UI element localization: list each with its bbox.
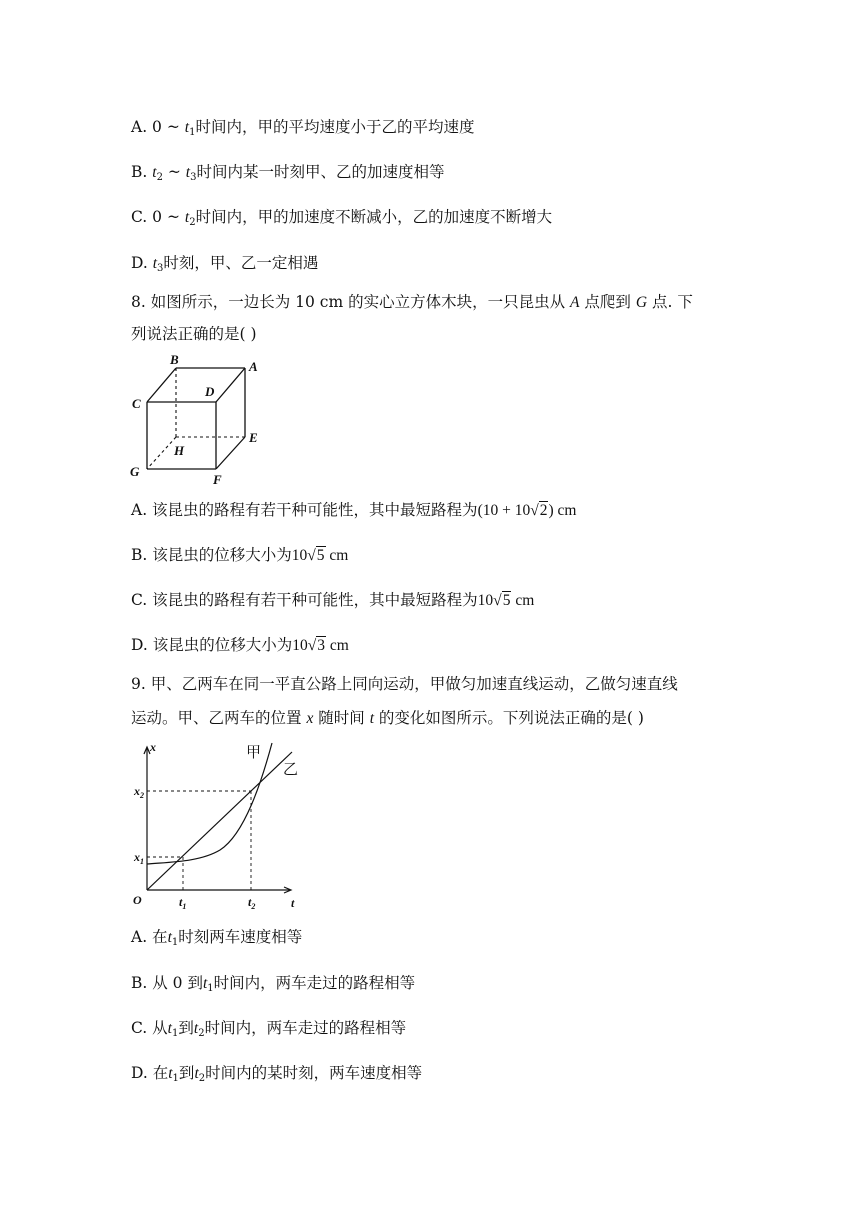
math-expression: (10 + 10√2) cm <box>477 502 577 519</box>
math-expression: 10√5 cm <box>477 592 535 609</box>
q9-stem-line1 <box>131 674 678 694</box>
option-text: D. 在 <box>131 1064 169 1082</box>
position-time-graph <box>124 738 310 916</box>
q7-option-b <box>131 162 444 183</box>
q8-option-c <box>131 590 534 611</box>
radicand: 5 <box>316 547 325 564</box>
coefficient: 10 <box>292 637 308 654</box>
q7-option-a <box>131 117 474 138</box>
q8-stem-line1 <box>131 292 693 313</box>
subscript: 3 <box>157 263 164 274</box>
vertex-label-g: G <box>130 464 140 479</box>
stem-text: 的变化如图所示。下列说法正确的是( ) <box>374 709 644 727</box>
vertex-label-e: E <box>249 430 258 445</box>
variable: t <box>193 1020 199 1037</box>
subscript: 1 <box>171 1028 179 1039</box>
y-axis-label: x <box>150 740 156 754</box>
variable: t <box>202 975 208 992</box>
option-text: 时间内某一时刻甲、乙的加速度相等 <box>196 163 445 181</box>
option-text: 时刻两车速度相等 <box>178 928 303 946</box>
variable: t <box>167 929 172 946</box>
option-text: D. 该昆虫的位移大小为 <box>131 636 293 654</box>
math-expression: 10√3 cm <box>292 637 349 654</box>
option-text: 到 <box>178 1019 194 1037</box>
option-text: 时刻，甲、乙一定相遇 <box>163 254 319 272</box>
t2-label: $t_2$ <box>248 895 256 911</box>
t1-label: $t_1$ <box>179 895 187 911</box>
option-text: C. 从 <box>131 1019 168 1037</box>
curve-jia <box>147 743 272 864</box>
option-text: B. 从 0 到 <box>131 974 203 992</box>
variable: t <box>152 255 158 272</box>
cube-edge <box>216 437 245 469</box>
cube-edge <box>216 368 245 402</box>
x2-label: $x_2$ <box>134 784 144 800</box>
stem-text: 随时间 <box>313 709 370 727</box>
vertex-label-a: A <box>249 359 258 374</box>
option-text: ~ <box>162 163 186 181</box>
stem-text: 点爬到 <box>579 293 636 311</box>
variable: t <box>369 710 374 727</box>
option-text: A. 该昆虫的路程有若干种可能性，其中最短路程为 <box>131 501 478 519</box>
vertex-label-d: D <box>205 384 215 399</box>
q9-option-c <box>131 1018 406 1039</box>
cube-edge <box>147 368 176 402</box>
q8-option-d <box>131 635 349 656</box>
unit: cm <box>326 637 349 654</box>
line-label-yi: 乙 <box>283 762 299 778</box>
subscript: 2 <box>156 172 163 183</box>
radicand: 5 <box>502 592 511 609</box>
option-text: 时间内，甲的加速度不断减小，乙的加速度不断增大 <box>195 208 553 226</box>
cube-hidden-edge <box>147 437 176 469</box>
variable: t <box>168 1065 173 1082</box>
option-text: C. 该昆虫的路程有若干种可能性，其中最短路程为 <box>131 591 478 609</box>
q7-option-d <box>131 253 318 274</box>
radicand: 2 <box>539 502 548 519</box>
q9-option-d <box>131 1063 422 1084</box>
subscript: 1 <box>207 983 214 994</box>
option-text: 时间内，甲的平均速度小于乙的平均速度 <box>195 118 475 136</box>
option-text: D. <box>131 254 153 272</box>
point-label: G <box>635 294 648 311</box>
subscript: 1 <box>189 127 196 138</box>
option-text: 时间内，两车走过的路程相等 <box>204 1019 407 1037</box>
variable: t <box>194 1065 199 1082</box>
stem-text: 9. 甲、乙两车在同一平直公路上同向运动，甲做匀加速直线运动，乙做匀速直线 <box>131 675 678 693</box>
subscript: 3 <box>190 172 197 183</box>
x1-label: $x_1$ <box>134 850 144 866</box>
option-text: 时间内的某时刻，两车速度相等 <box>205 1064 423 1082</box>
subscript: 1 <box>171 937 179 948</box>
origin-label: O <box>133 893 142 907</box>
option-text: 时间内，两车走过的路程相等 <box>213 974 416 992</box>
variable: x <box>306 710 314 727</box>
subscript: 2 <box>198 1073 206 1084</box>
subscript: 1 <box>172 1073 179 1084</box>
variable: t <box>184 119 190 136</box>
q9-option-b <box>131 973 415 994</box>
math-expression: 10√5 cm <box>291 547 349 564</box>
coefficient: 10 <box>477 592 494 609</box>
q7-option-c <box>131 207 552 228</box>
variable: t <box>152 164 157 181</box>
q8-option-b <box>131 545 348 566</box>
curve-label-jia: 甲 <box>246 745 262 761</box>
option-text: B. 该昆虫的位移大小为 <box>131 546 292 564</box>
q8-option-a <box>131 500 576 521</box>
vertex-label-h: H <box>174 443 185 458</box>
stem-text: 列说法正确的是( ) <box>131 325 257 343</box>
option-text: B. <box>131 163 153 181</box>
option-text: C. 0 ~ <box>131 208 185 226</box>
option-text: A. 0 ~ <box>131 118 185 136</box>
radicand: 3 <box>317 637 325 654</box>
variable: t <box>185 164 191 181</box>
q9-stem-line2 <box>131 708 644 729</box>
unit: cm <box>325 547 349 564</box>
expr-text: ) cm <box>548 502 577 519</box>
x-axis-label: t <box>291 896 295 910</box>
subscript: 2 <box>189 217 196 228</box>
option-text: 到 <box>178 1064 195 1082</box>
stem-text: 运动。甲、乙两车的位置 <box>131 709 307 727</box>
vertex-label-b: B <box>170 352 179 367</box>
cube-figure <box>124 348 274 488</box>
option-text: A. 在 <box>131 928 168 946</box>
point-label: A <box>570 294 580 311</box>
unit: cm <box>511 592 535 609</box>
variable: t <box>167 1020 172 1037</box>
coefficient: 10 <box>291 547 308 564</box>
q9-option-a <box>131 927 302 948</box>
variable: t <box>184 209 190 226</box>
q8-stem-line2 <box>131 324 257 344</box>
stem-text: 8. 如图所示，一边长为 10 cm 的实心立方体木块，一只昆虫从 <box>131 293 571 311</box>
vertex-label-f: F <box>213 472 222 487</box>
expr-text: (10 + 10 <box>477 502 531 519</box>
line-yi <box>147 752 292 890</box>
stem-text: 点. 下 <box>647 293 693 311</box>
subscript: 2 <box>198 1028 205 1039</box>
vertex-label-c: C <box>132 396 141 411</box>
